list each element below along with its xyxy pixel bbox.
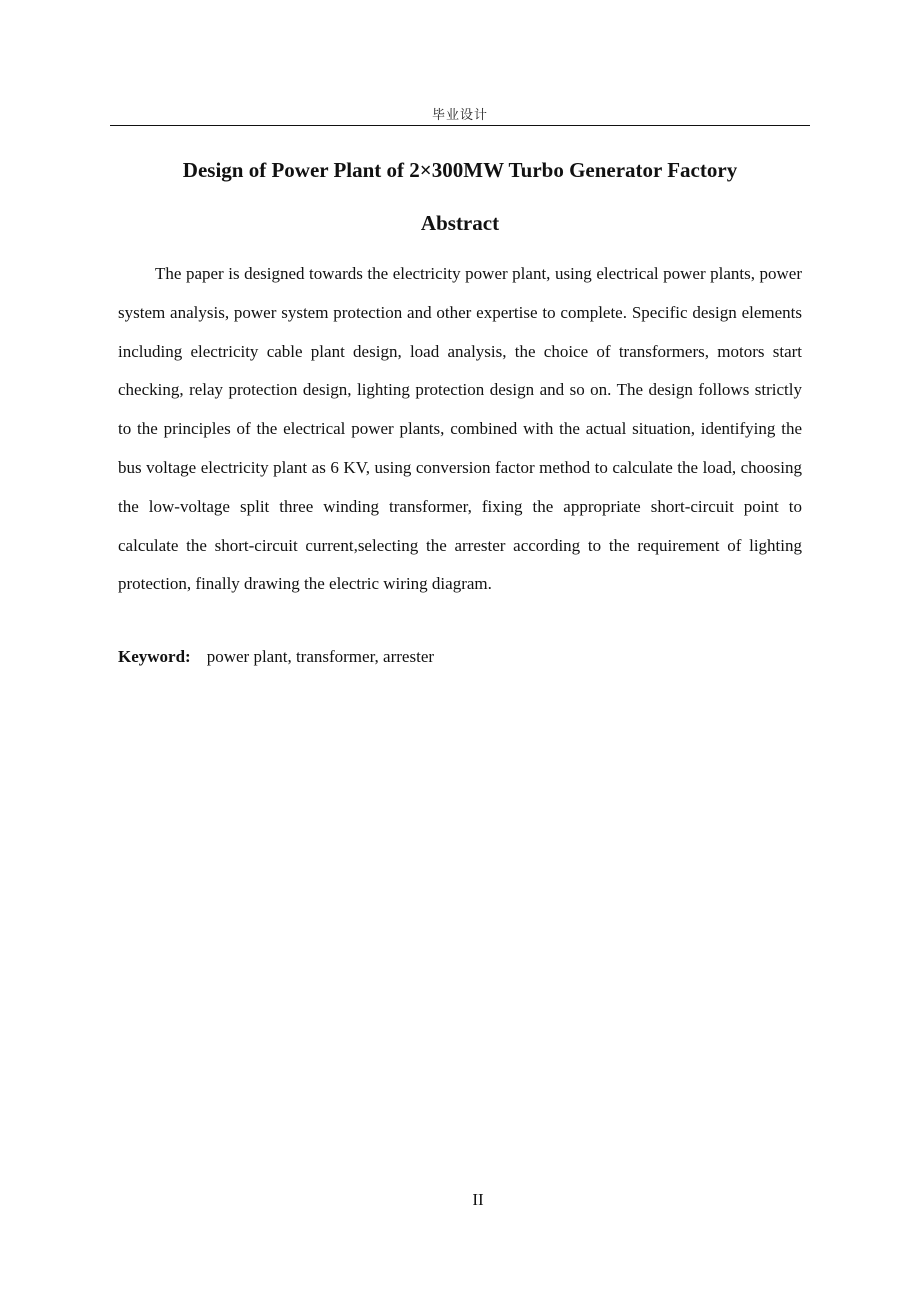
keywords-values: power plant, transformer, arrester [206, 647, 435, 666]
document-title: Design of Power Plant of 2×300MW Turbo Generator Factory [182, 158, 738, 182]
running-header: 毕业设计 [431, 108, 488, 123]
keywords-line [118, 643, 802, 671]
header-rule [110, 125, 810, 126]
keywords-label: Keyword: [118, 647, 191, 666]
abstract-heading: Abstract [420, 211, 500, 235]
abstract-paragraph: The paper is designed towards the electricity power plant, using electrical power plants, power system analysis, power system protection and other expertise to complete. Specific design elements including electricity cable plant design, load analysis, the choice of transformers, motors start checking, relay protection design, lighting protection design and so on. The design follows strictly to the principles of the electrical power plants, combined with the actual situation, identifying the bus voltage electricity plant as 6 KV, using conversion factor method to calculate the load, choosing the low-voltage split three winding transformer, fixing the appropriate short-circuit point to calculate the short-circuit current,selecting the arrester according to the requirement of lighting protection, finally drawing the electric wiring diagram. [118, 264, 802, 594]
page-number: II [472, 1190, 484, 1209]
